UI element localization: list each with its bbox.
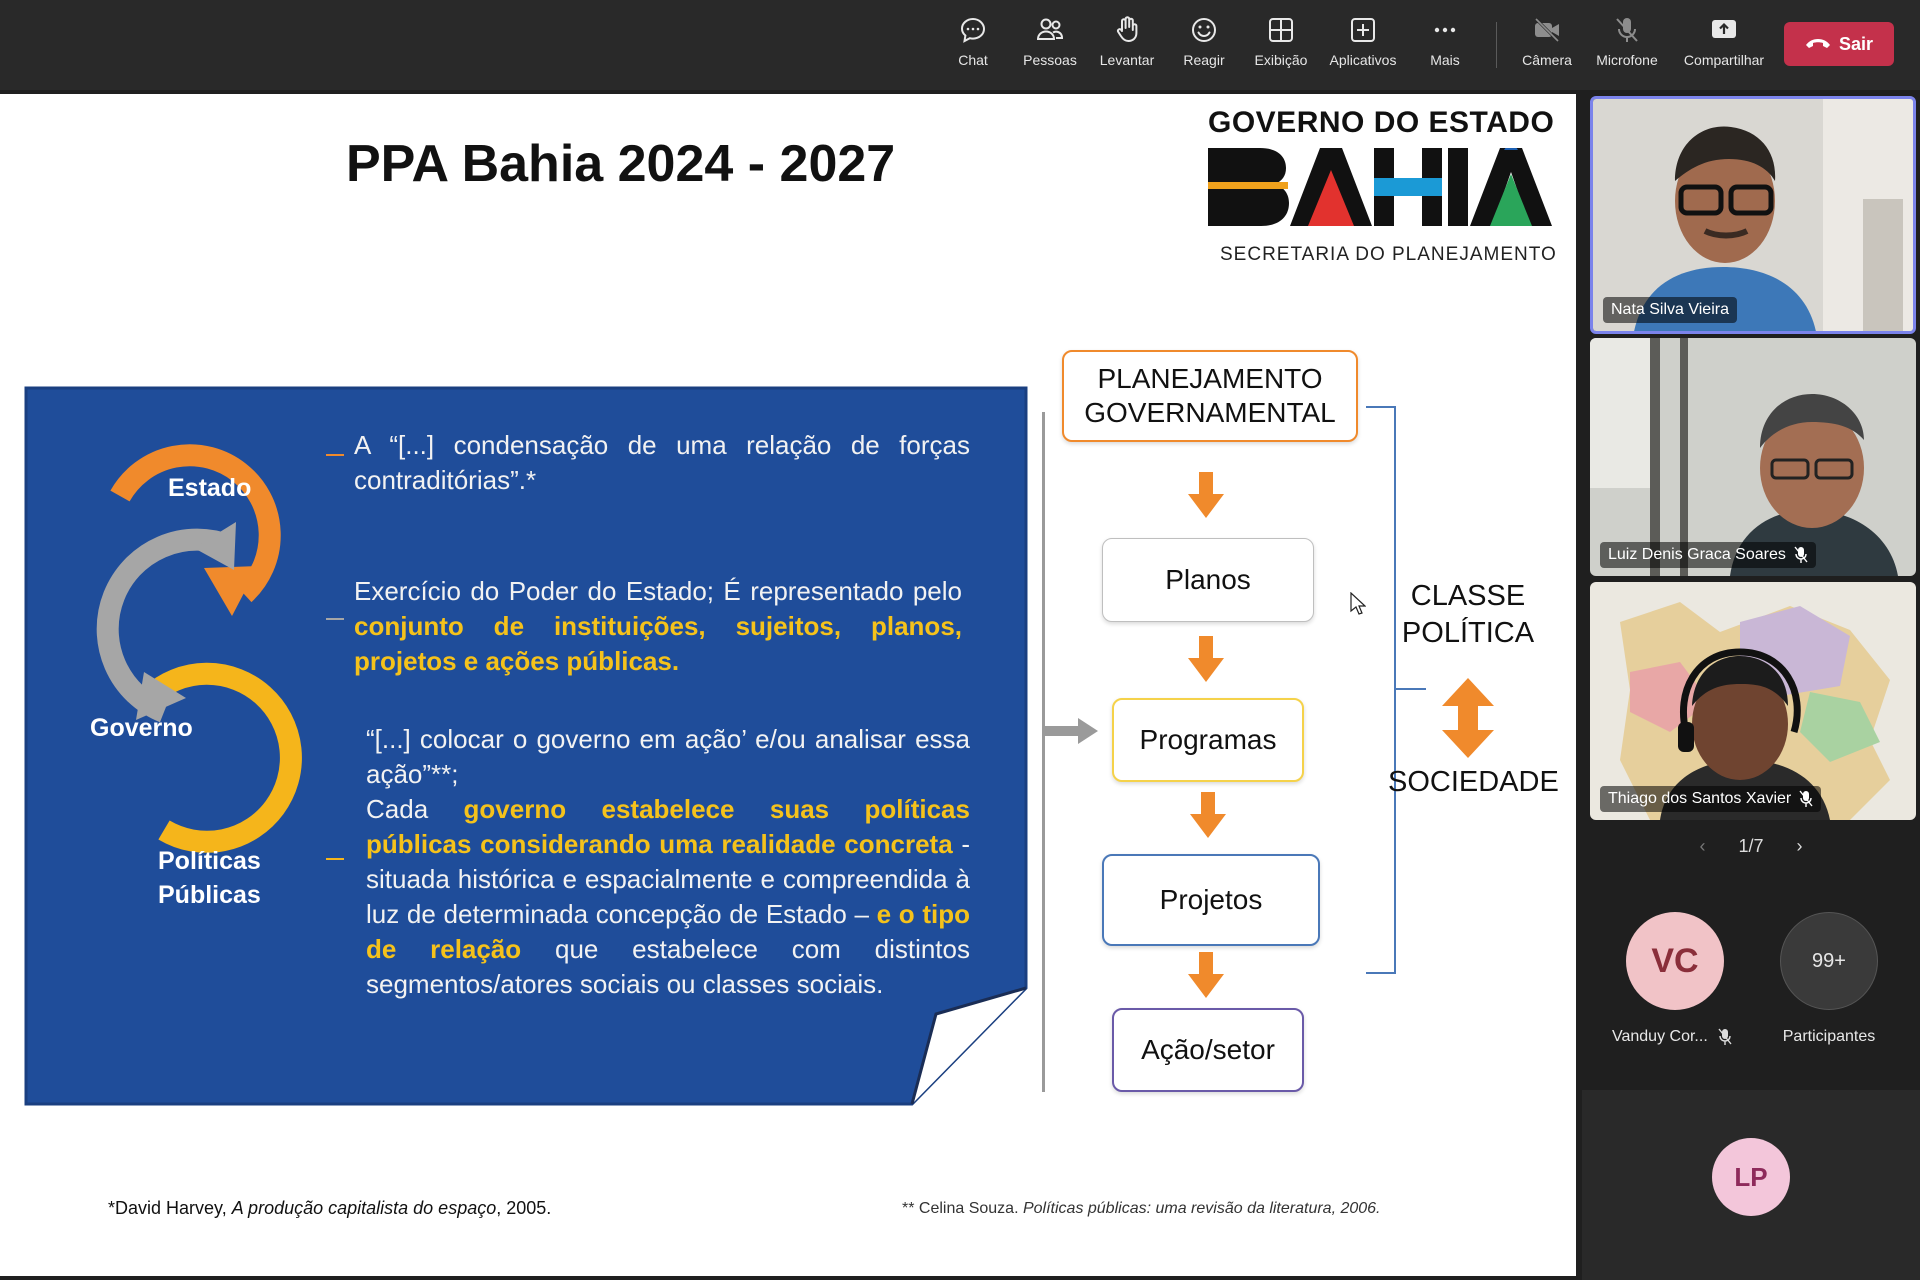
shared-slide [0,94,1576,1276]
flow-bracket [1366,406,1396,974]
slide-title: PPA Bahia 2024 - 2027 [346,135,896,193]
leave-label: Sair [1838,33,1874,54]
bracket-tick [1396,688,1426,690]
people-button[interactable] [1007,14,1093,78]
mic-off-icon [1799,790,1813,808]
down-arrow-icon [1188,472,1224,518]
more-dots-icon [1429,14,1461,46]
footnote-souza: ** Celina Souza. Políticas públicas: uma revisão da literatura, 2006. [902,1200,1381,1217]
down-arrow-icon [1188,952,1224,998]
share-button[interactable] [1676,14,1772,78]
participant-name-tag: Thiago dos Santos Xavier [1600,786,1821,812]
acao-setor-box: Ação/setor [1112,1008,1304,1092]
participant-name-tag: Nata Silva Vieira [1603,297,1737,323]
down-arrow-icon [1188,636,1224,682]
programas-box: Programas [1112,698,1304,782]
classe-politica-label: CLASSE POLÍTICA [1401,580,1535,649]
sociedade-label: SOCIEDADE [1388,766,1559,798]
governo-definition: Exercício do Poder do Estado; É representado pelo conjunto de instituições, sujeitos, planos, projetos e ações públicas. [354,576,962,676]
logo-bottom-text: SECRETARIA DO PLANEJAMENTO [1220,244,1557,265]
microphone-label: Microfone [1596,52,1658,68]
view-grid-icon [1265,14,1297,46]
avatar[interactable]: VC [1626,912,1724,1010]
camera-label: Câmera [1522,52,1572,68]
politicas-definition: “[...] colocar o governo em ação’ e/ou analisar essa ação”**; Cada governo estabelece suas políticas públicas considerando uma realidade concreta - situada histórica e espacialmente e compreendida à luz de determinada concepção de Estado – e o tipo de relação que estabelece com distintos segmentos/atores sociais ou classes sociais. [366,724,970,999]
pager-prev-icon[interactable]: ‹ [1699,836,1706,856]
participant-tile[interactable] [1582,1090,1920,1280]
microphone-button[interactable] [1584,14,1670,78]
share-screen-icon [1708,14,1740,46]
apps-button[interactable] [1320,14,1406,78]
double-arrow-icon [1442,678,1494,758]
planejamento-box: PLANEJAMENTO GOVERNAMENTAL [1062,350,1358,442]
camera-off-icon [1531,14,1563,46]
mic-off-icon [1794,546,1808,564]
mic-off-icon [1718,1028,1732,1046]
gray-arrow-icon [1044,716,1100,746]
participant-name-tag: Luiz Denis Graca Soares [1600,542,1816,568]
mic-off-icon [1611,14,1643,46]
apps-label: Aplicativos [1329,52,1397,68]
apps-plus-icon [1347,14,1379,46]
estado-definition: A “[...] condensação de uma relação de forças contraditórias”.* [354,430,970,495]
people-icon [1034,14,1066,46]
meeting-toolbar [0,0,1920,90]
bahia-government-logo [1206,106,1566,266]
share-label: Compartilhar [1683,52,1765,68]
avatar: LP [1712,1138,1790,1216]
governo-label: Governo [90,714,193,742]
video-tile-active-speaker[interactable] [1590,96,1916,334]
toolbar-divider [1496,22,1497,68]
chat-button[interactable] [930,14,1016,78]
mouse-cursor-icon [1350,592,1366,616]
concept-panel [24,386,1028,1106]
chat-label: Chat [958,52,988,68]
participant-name-tag: Vanduy Cor... [1612,1028,1732,1046]
cycle-diagram [54,394,354,914]
camera-button[interactable] [1504,14,1590,78]
people-label: Pessoas [1023,52,1077,68]
more-button[interactable] [1402,14,1488,78]
bullet-dash-orange [326,454,344,456]
participants-label: Participantes [1782,1028,1876,1045]
chat-icon [957,14,989,46]
video-tile[interactable] [1590,338,1916,576]
leave-button[interactable] [1784,22,1894,66]
divider-line [1042,412,1045,1092]
view-label: Exibição [1254,52,1308,68]
footnote-harvey: *David Harvey, A produção capitalista do espaço, 2005. [108,1198,552,1218]
view-button[interactable] [1238,14,1324,78]
down-arrow-icon [1190,792,1226,838]
projetos-box: Projetos [1102,854,1320,946]
bullet-dash-yellow [326,858,344,860]
bahia-wordmark [1208,148,1564,236]
video-tile[interactable] [1590,582,1916,820]
estado-label: Estado [168,474,252,502]
raise-hand-button[interactable] [1084,14,1170,78]
raise-hand-label: Levantar [1099,52,1155,68]
more-label: Mais [1430,52,1460,68]
logo-top-text: GOVERNO DO ESTADO [1208,106,1555,139]
bullet-dash-gray [326,618,344,620]
politicas-publicas-label: Políticas Públicas [158,847,261,909]
more-participants-button[interactable]: 99+ [1780,912,1878,1010]
react-button[interactable] [1161,14,1247,78]
planos-box: Planos [1102,538,1314,622]
participant-pager [1582,836,1920,857]
pager-next-icon[interactable]: › [1796,836,1803,856]
hang-up-icon [1805,37,1831,51]
participants-panel [1582,94,1920,1280]
react-label: Reagir [1183,52,1225,68]
pager-indicator: 1/7 [1738,836,1764,856]
participant-video [1590,338,1916,576]
participant-video [1590,582,1916,820]
smiley-icon [1188,14,1220,46]
raise-hand-icon [1111,14,1143,46]
